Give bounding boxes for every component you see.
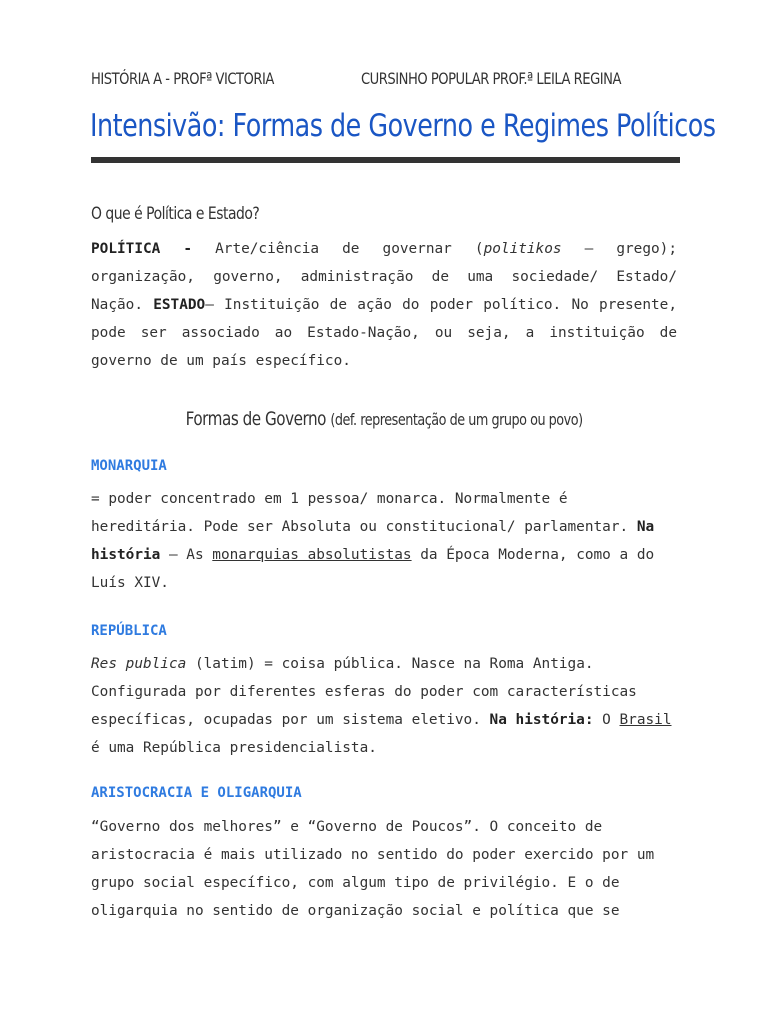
politica-term: POLÍTICA - (91, 241, 193, 257)
section-question: O que é Política e Estado? (91, 204, 260, 224)
estado-term: ESTADO (153, 297, 206, 313)
republica-na-historia: Na história: (489, 712, 594, 728)
politikos-term: politikos (483, 241, 562, 257)
republica-text-c: é uma República presidencialista. (91, 740, 377, 756)
republica-heading: REPÚBLICA (91, 623, 167, 639)
intro-paragraph (91, 235, 677, 375)
republica-paragraph (91, 650, 677, 762)
monarquia-heading: MONARQUIA (91, 458, 167, 474)
formas-heading (0, 408, 768, 430)
header-school: CURSINHO POPULAR PROF.ª LEILA REGINA (361, 69, 621, 88)
monarquias-absolutistas-link[interactable]: monarquias absolutistas (212, 547, 412, 563)
title-divider (91, 157, 680, 163)
page-title: Intensivão: Formas de Governo e Regimes Políticos (90, 108, 716, 144)
republica-text-b: O (593, 712, 620, 728)
formas-title: Formas de Governo (185, 408, 326, 430)
aristocracia-paragraph: “Governo dos melhores” e “Governo de Poucos”. O conceito de aristocracia é mais utilizado no sentido do poder exercido por um grupo social específico, com algum tipo de privilégio. E o de oligarquia no sentido de organização social e política que se (91, 819, 655, 919)
monarquia-text-b: – As (160, 547, 213, 563)
monarquia-text-c: da Época Moderna, como a do Luís XIV. (91, 547, 655, 591)
header-course: HISTÓRIA A - PROFª VICTORIA (91, 69, 274, 88)
politica-definition: Arte/ciência de governar ( (192, 241, 484, 257)
politica-definition-cont: – grego); organização, governo, administração de uma sociedade/ Estado/ Nação. (91, 241, 678, 313)
res-publica-term: Res publica (91, 656, 187, 672)
brasil-link[interactable]: Brasil (619, 712, 672, 728)
republica-text: (latim) = coisa pública. Nasce na Roma Antiga. Configurada por diferentes esferas do poder com características específicas, ocupadas por um sistema eletivo. (91, 656, 637, 728)
formas-subtitle: (def. representação de um grupo ou povo) (330, 410, 583, 429)
aristocracia-heading: ARISTOCRACIA E OLIGARQUIA (91, 785, 302, 801)
monarquia-text: = poder concentrado em 1 pessoa/ monarca. Normalmente é hereditária. Pode ser Absoluta ou constitucional/ parlamentar. (91, 491, 637, 535)
estado-definition: – Instituição de ação do poder político. No presente, pode ser associado ao Estado-Nação, ou seja, a instituição de governo de um país específico. (91, 297, 678, 369)
monarquia-na-historia: Na história (91, 519, 655, 563)
monarquia-paragraph (91, 485, 677, 597)
